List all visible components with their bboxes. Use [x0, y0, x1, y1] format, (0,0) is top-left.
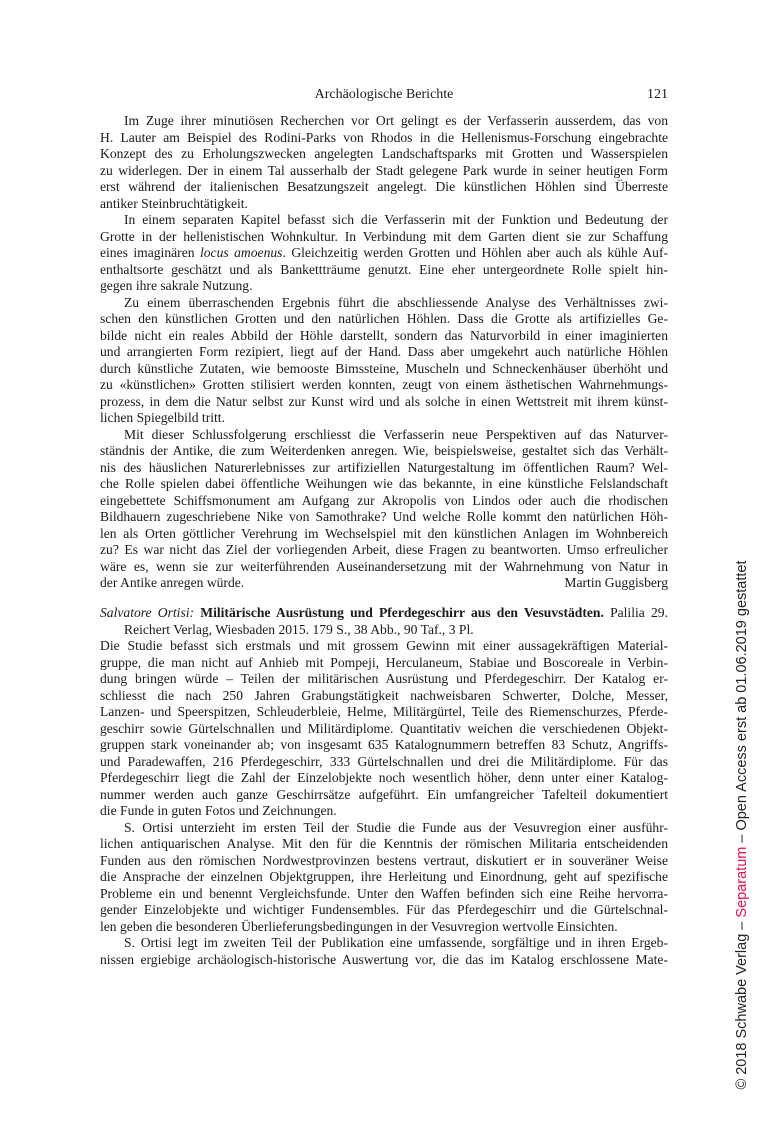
- text-line: Mit dieser Schlussfolgerung erschliesst die Verfasserin neue Perspektiven auf das Naturver-: [124, 426, 668, 442]
- text-line: bilde nicht ein reales Abbild der Höhle darstellt, sondern das Naturvorbild in einer imaginierten: [100, 327, 668, 343]
- book-publication: Reichert Verlag, Wiesbaden 2015. 179 S., 38 Abb., 90 Taf., 3 Pl.: [124, 621, 474, 637]
- page-body: [100, 113, 668, 968]
- paragraph: [100, 113, 668, 212]
- text-line: Probleme ein und benennt Vergleichsfunde. Unter den Waffen befinden sich eine Reihe hervorra-: [100, 885, 668, 901]
- paragraph: [100, 935, 668, 968]
- text-segment: . Gleichzeitig werden Grotten und Höhlen aber auch als kühle Auf-: [282, 245, 669, 260]
- text-line: Grotte in der hellenistischen Wohnkultur. In Verbindung mit dem Garten dient sie zur Schaffung: [100, 228, 668, 244]
- text-line: zu? Es war nicht das Ziel der vorliegenden Arbeit, diese Fragen zu beantworten. Umso erfreulicher: [100, 542, 668, 557]
- text-line: Lanzen- und Speerspitzen, Schleuderbleie, Helme, Militärgürtel, Teile des Riemenschurzes, Pferde-: [100, 704, 668, 719]
- text-line: und Paradewaffen, 216 Pferdegeschirr, 333 Gürtelschnallen und drei die Militärdiplome. Für das: [100, 753, 668, 769]
- text-line: geschirr sowie Gürtelschnallen und Militärdiplome. Quantitativ weichen die verschiedenen Objekt-: [100, 720, 668, 736]
- text-line: H. Lauter am Beispiel des Rodini-Parks von Rhodos in die Hellenismus-Forschung eingebrachte: [100, 129, 668, 145]
- text-line: und arrangierten Form rezipiert, liegt auf der Hand. Dass aber umgekehrt auch natürliche Höhlen: [100, 344, 668, 359]
- text-line: erst während der italienischen Besatzungszeit angelegt. Die künstlichen Höhlen sind Überreste: [100, 179, 668, 194]
- text-segment: eines imaginären: [100, 245, 200, 260]
- closing-text: der Antike anregen würde.: [100, 575, 245, 590]
- book-title: Militärische Ausrüstung und Pferdegeschirr aus den Vesuvstädten.: [200, 605, 604, 620]
- paragraph: [100, 820, 668, 936]
- text-line: Funden aus den römischen Nordwestprovinzen bestens vertraut, diskutiert er in souveräner Weise: [100, 852, 668, 868]
- text-line: gegen ihre sakrale Nutzung.: [100, 278, 253, 293]
- text-line: zu «künstlichen» Grotten stilisiert werden konnten, zeugt von einem ästhetischen Wahrnehmungs-: [100, 377, 668, 392]
- text-line: antiker Steinbruchtätigkeit.: [100, 195, 248, 211]
- text-line: gender Einzelobjekte und wichtiger Fundensembles. Für das Pferdegeschirr und die Gürtelschnal-: [100, 902, 668, 917]
- text-line: nummer werden auch ganze Geschirrsätze aufgeführt. Ein umfangreicher Tafelteil dokumentiert: [100, 786, 668, 802]
- text-line: gruppe, die man nicht auf Anhieb mit Pompeji, Herculaneum, Stabiae und Boscoreale in Verbin-: [100, 654, 668, 670]
- copyright-margin-note: [732, 533, 752, 1117]
- book-series: Palilia 29.: [610, 605, 668, 620]
- text-line: Zu einem überraschenden Ergebnis führt die abschliessende Analyse des Verhältnisses zwi-: [124, 294, 668, 310]
- separatum-label: Separatum: [734, 846, 750, 918]
- running-head: [100, 86, 668, 104]
- text-line: len als Orten göttlicher Verehrung im Wechselspiel mit den künstlichen Anlagen im Wohnbereich: [100, 525, 668, 541]
- text-line: ständnis der Antike, die zum Weiterdenken anregen. Wie, beispielsweise, gestaltet sich das Verhält-: [100, 443, 668, 458]
- text-line: [100, 245, 668, 262]
- paragraph: [100, 295, 668, 427]
- text-line: nissen ergiebige archäologisch-historische Auswertung vor, die das im Katalog erschlossene Mate-: [100, 951, 668, 967]
- text-line: lichen antiquarischen Analyse. Mit den für die Kenntnis der römischen Militaria entscheidenden: [100, 836, 668, 851]
- text-line: nis des häuslichen Naturerlebnisses zur artifiziellen Naturgestaltung im öffentlichen Raum? Wel-: [100, 459, 668, 475]
- closing-line: [100, 575, 668, 592]
- text-line: schliesst die nach 250 Jahren Grabungstätigkeit nachweisbaren Schwerter, Dolche, Messer,: [100, 687, 668, 703]
- page-number: 121: [647, 87, 668, 102]
- review-guggisberg: [100, 113, 668, 575]
- paragraph: [100, 427, 668, 576]
- text-line: enthaltsorte geschätzt und als Bankettträume genutzt. Eine eher untergeordnete Rolle spielt hin-: [100, 261, 668, 277]
- text-line: schen den künstlichen Grotten und den natürlichen Höhlen. Dass die Grotte als artifizielles Ge-: [100, 311, 668, 326]
- text-line: che Rolle spielen dabei öffentliche Weihungen wie das bekannte, in eine künstliche Felslandschaft: [100, 476, 668, 491]
- section-gap: [100, 592, 668, 606]
- text-line: S. Ortisi legt im zweiten Teil der Publikation eine umfassende, sorgfältige und in ihren Ergeb-: [124, 935, 668, 950]
- text-line: Konzept des zu Erholungszwecken angelegten Landschaftsparks mit Grotten und Wasserspielen: [100, 146, 668, 161]
- paragraph: [100, 638, 668, 820]
- text-line: prozess, in dem die Natur selbst zur Kunst wird und als solche in einen Wettstreit mit ihrem künst-: [100, 393, 668, 409]
- book-author: Salvatore Ortisi:: [100, 605, 195, 620]
- review-heading: [100, 605, 668, 638]
- paragraph: [100, 212, 668, 295]
- text-line: S. Ortisi unterzieht im ersten Teil der Studie die Funde aus der Vesuvregion einer ausführ-: [124, 819, 668, 835]
- review-heading-line: [100, 605, 668, 622]
- text-line: len geben die besonderen Überlieferungsbedingungen in der Vesuvregion wertvolle Einsichten.: [100, 918, 618, 934]
- text-line: zu widerlegen. Der in einem Tal ausserhalb der Stadt gelegene Park wurde in seiner heutigen Form: [100, 162, 668, 178]
- text-line: In einem separaten Kapitel befasst sich die Verfasserin mit der Funktion und Bedeutung der: [124, 212, 668, 227]
- text-line: Bildhauern zugeschriebene Nike von Samothrake? Und welche Rolle kommt den natürlichen Höh-: [100, 509, 668, 524]
- text-line: wäre es, wenn sie zur weiterführenden Auseinandersetzung mit der Wahrnehmung von Natur in: [100, 558, 668, 574]
- open-access-text: – Open Access erst ab 01.06.2019 gestattet: [734, 560, 750, 847]
- text-line: die Funde in guten Fotos und Zeichnungen.: [100, 803, 337, 818]
- text-line: Pferdegeschirr liegt die Zahl der Einzelobjekte noch wesentlich höher, denn unter einer Katalog-: [100, 770, 668, 785]
- text-line: Im Zuge ihrer minutiösen Recherchen vor Ort gelingt es der Verfasserin ausserdem, das von: [124, 113, 668, 128]
- text-line: eingebettete Schiffsmonument am Aufgang zur Akropolis von Lindos oder auch die rhodischen: [100, 492, 668, 508]
- copyright-text: © 2018 Schwabe Verlag –: [734, 917, 750, 1090]
- reviewer-signature: Martin Guggisberg: [564, 575, 668, 590]
- text-line: die Ansprache der einzelnen Objektgruppen, ihre Herleitung und Einordnung, geht auf spezifische: [100, 869, 668, 884]
- italic-phrase: locus amoenus: [199, 245, 283, 260]
- text-line: lichen Spiegelbild tritt.: [100, 410, 225, 425]
- running-head-title: Archäologische Berichte: [314, 87, 454, 102]
- text-line: gruppen stark voneinander ab; von insgesamt 635 Katalognummern betreffen 83 Schutz, Angriffs-: [100, 737, 668, 752]
- text-line: durch künstliche Zutaten, wie bemooste Bimssteine, Muscheln und Schneckenhäuser überhöht und: [100, 360, 668, 376]
- text-line: dung bringen würde – Teilen der militärischen Ausrüstung und Pferdegeschirr. Der Katalog er-: [100, 671, 668, 686]
- text-line: Die Studie befasst sich erstmals und mit grossem Gewinn mit einer aussagekräftigen Material-: [100, 638, 668, 653]
- review-ortisi: [100, 638, 668, 968]
